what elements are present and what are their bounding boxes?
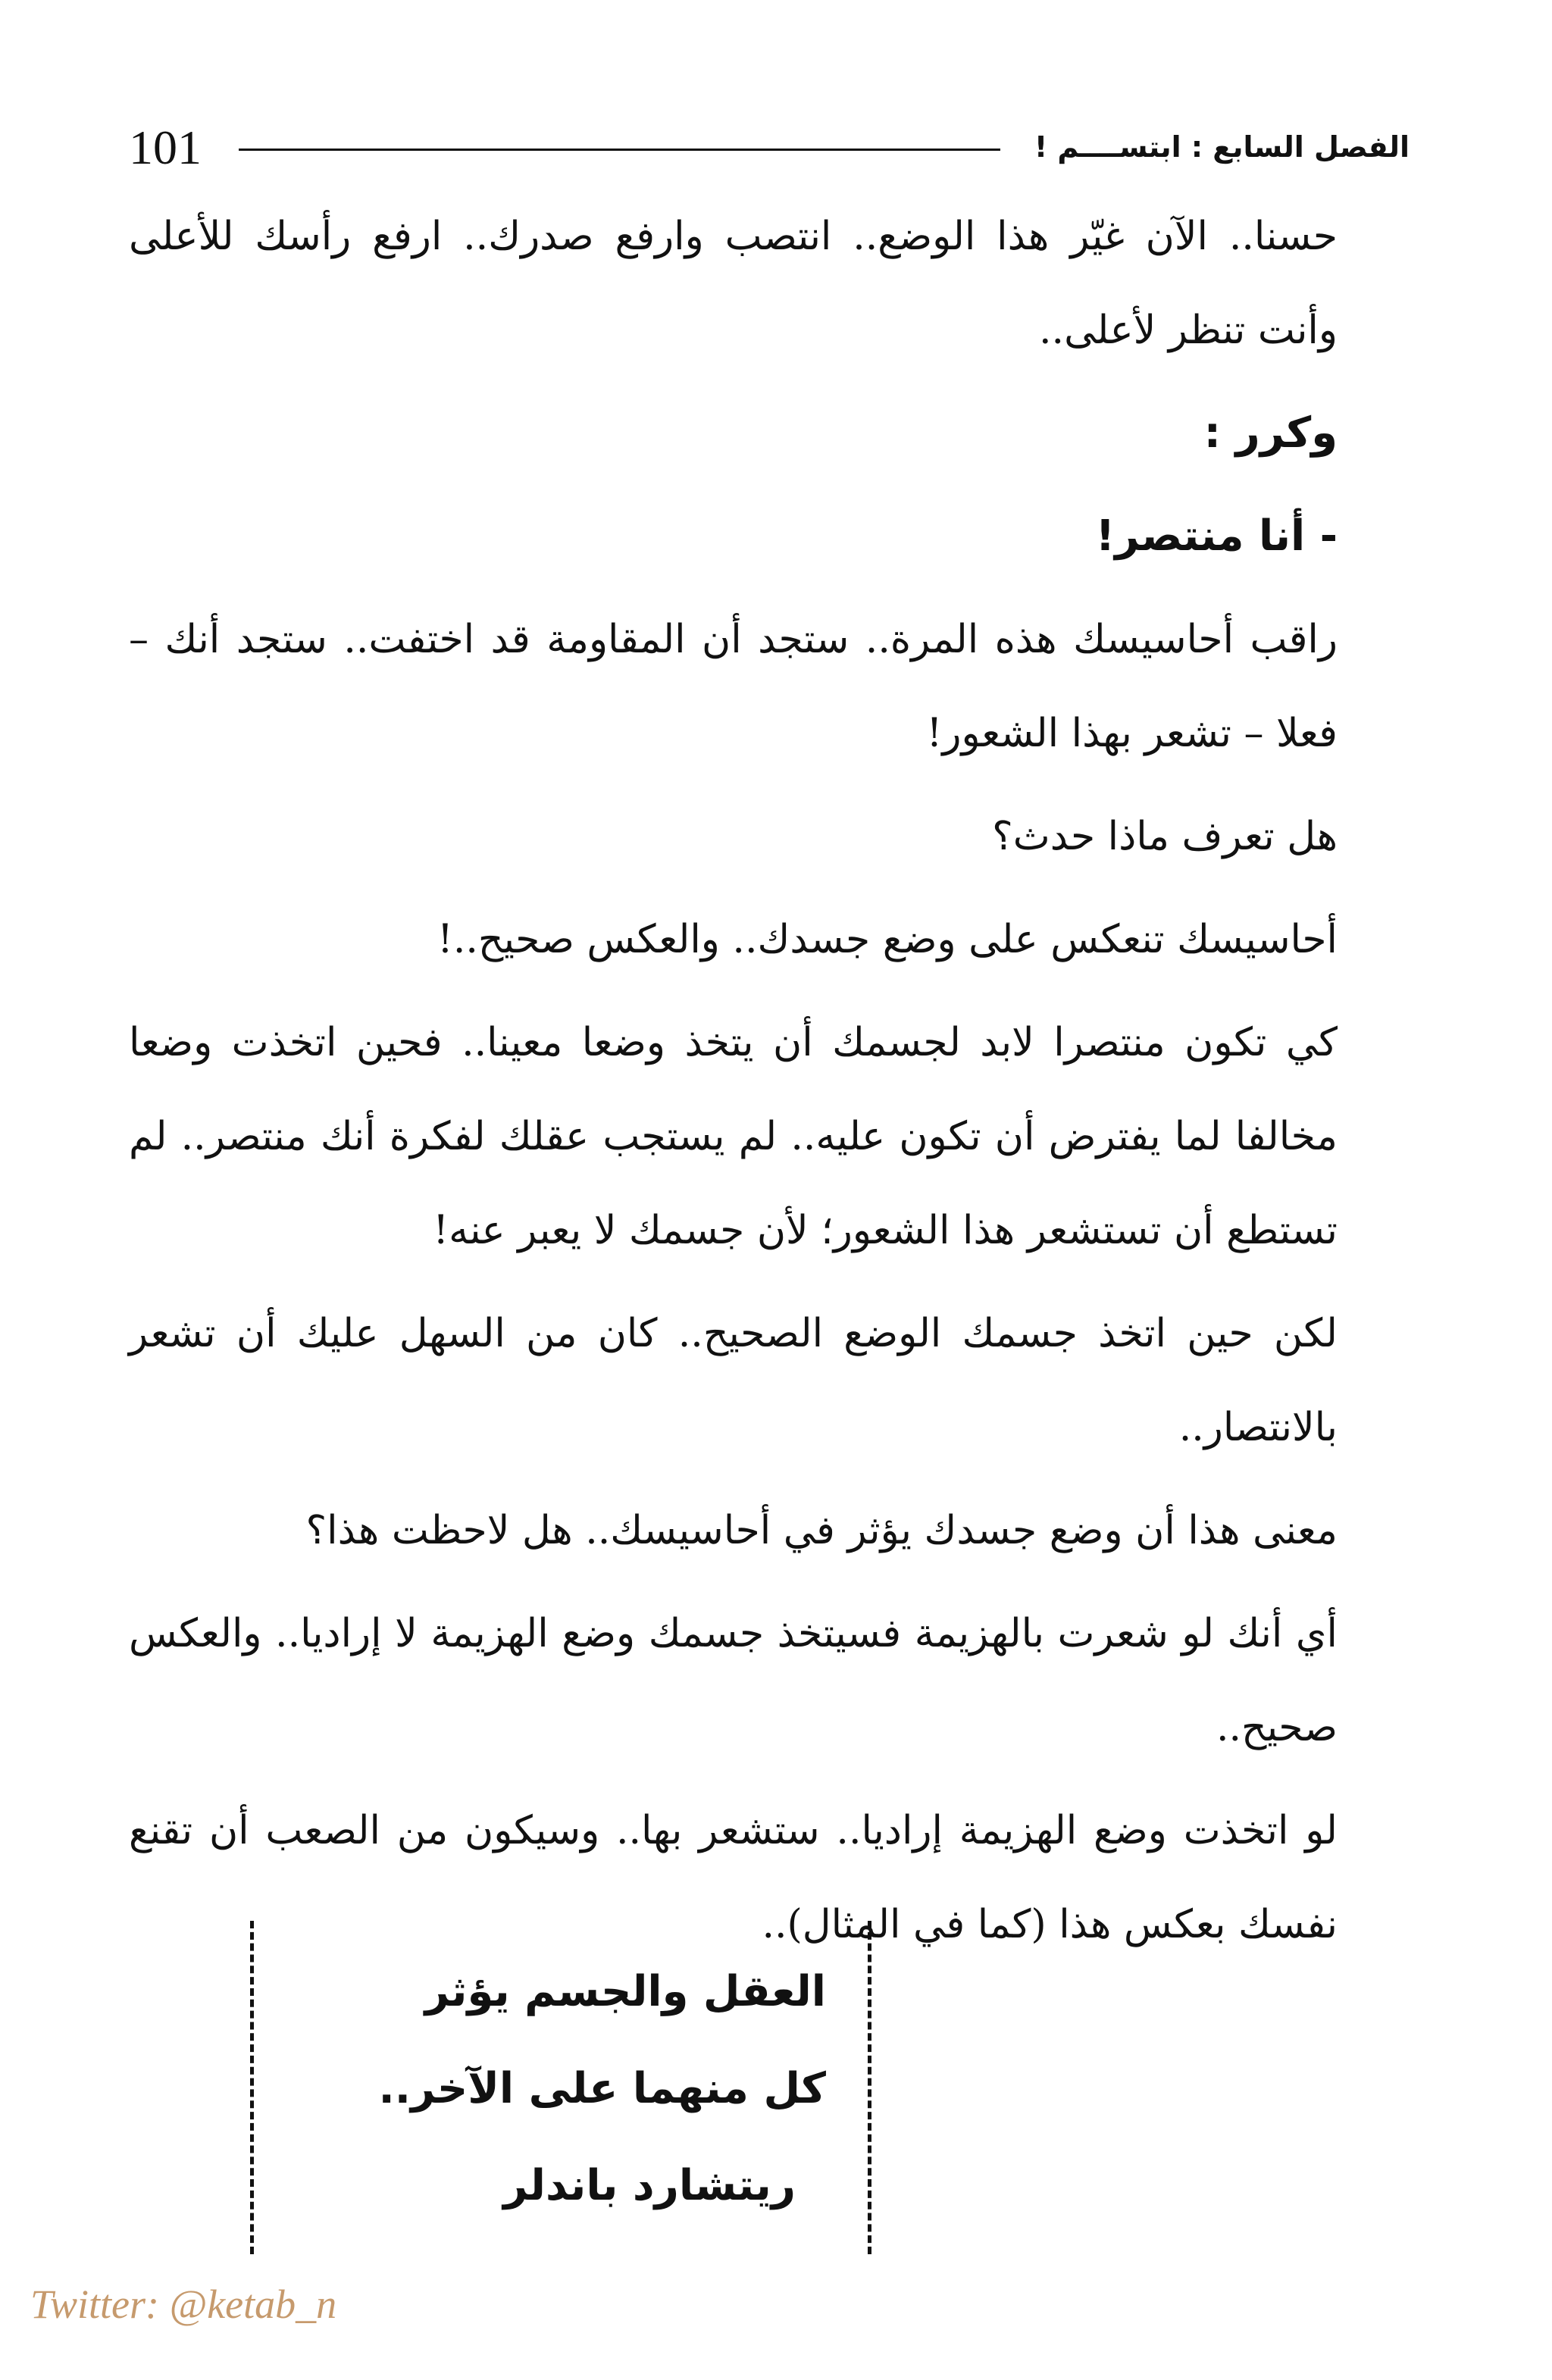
repeat-label: وكرر : — [1203, 408, 1338, 458]
page-number: 101 — [129, 120, 202, 174]
quote-line-1: العقل والجسم يؤثر — [424, 1967, 826, 2016]
body-text — [129, 189, 1410, 1981]
chapter-title: الفصل السابع : ابتســــم ! — [1034, 130, 1410, 164]
watermark: Twitter: @ketab_n — [30, 2281, 337, 2327]
paragraph-8: أي أنك لو شعرت بالهزيمة فسيتخذ جسمك وضع الهزيمة لا إراديا.. والعكس صحيح.. — [129, 1611, 1338, 1750]
quote-text — [254, 1921, 868, 2235]
header-rule — [239, 149, 1000, 151]
paragraph-7: معنى هذا أن وضع جسدك يؤثر في أحاسيسك.. هل لاحظت هذا؟ — [305, 1508, 1338, 1553]
paragraph-9: لو اتخذت وضع الهزيمة إراديا.. ستشعر بها.. وسيكون من الصعب أن تقنع نفسك بعكس هذا (كما في المثال).. — [129, 1808, 1338, 1947]
paragraph-2: راقب أحاسيسك هذه المرة.. ستجد أن المقاومة قد اختفت.. ستجد أنك – فعلا – تشعر بهذا الشعور! — [129, 617, 1338, 756]
quote-author: ريتشارد باندلر — [503, 2161, 796, 2210]
paragraph-5: كي تكون منتصرا لابد لجسمك أن يتخذ وضعا معينا.. فحين اتخذت وضعا مخالفا لما يفترض أن تكون عليه.. لم يستجب عقلك لفكرة أنك منتصر.. لم تستطع أن تستشعر هذا الشعور؛ لأن جسمك لا يعبر عنه! — [129, 1020, 1338, 1253]
quote-box — [250, 1921, 871, 2254]
affirmation: - أنا منتصر! — [1095, 511, 1338, 561]
paragraph-4: أحاسيسك تنعكس على وضع جسدك.. والعكس صحيح..! — [436, 917, 1338, 962]
quote-line-2: كل منهما على الآخر.. — [378, 2064, 826, 2113]
paragraph-6: لكن حين اتخذ جسمك الوضع الصحيح.. كان من السهل عليك أن تشعر بالانتصار.. — [129, 1311, 1338, 1450]
paragraph-3: هل تعرف ماذا حدث؟ — [992, 814, 1338, 859]
paragraph-1: حسنا.. الآن غيّر هذا الوضع.. انتصب وارفع صدرك.. ارفع رأسك للأعلى وأنت تنظر لأعلى.. — [129, 214, 1338, 353]
page-header — [129, 121, 1410, 174]
